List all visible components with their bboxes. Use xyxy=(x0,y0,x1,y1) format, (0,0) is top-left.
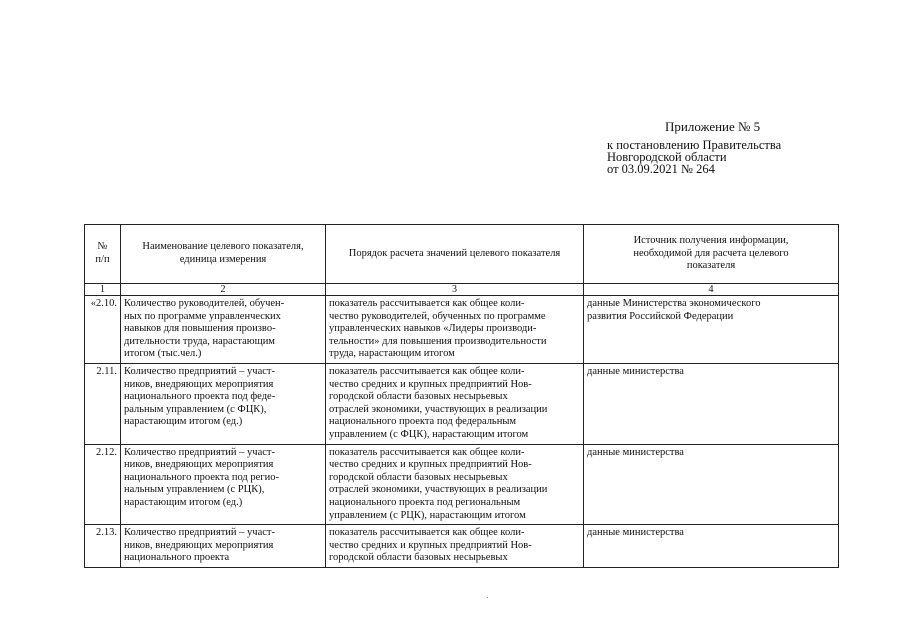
table-row xyxy=(85,296,839,364)
information-source: данные министерства xyxy=(584,525,839,568)
scan-speck xyxy=(487,597,488,598)
calculation-method: показатель рассчитывается как общее коли- чество средних и крупных предприятий Нов- городской области базовых несырьевых отраслей экономики, участвующих в реализации национального проекта под федеральным управлением (с ФЦК), нарастающим итогом xyxy=(326,363,584,444)
indicator-name: Количество предприятий – участ- ников, внедряющих мероприятия национального проекта xyxy=(121,525,326,568)
annex-header xyxy=(607,121,867,175)
header-calculation-method: Порядок расчета значений целевого показателя xyxy=(326,225,584,284)
table-row xyxy=(85,444,839,525)
calculation-method: показатель рассчитывается как общее коли- чество средних и крупных предприятий Нов- городской области базовых несырьевых xyxy=(326,525,584,568)
annex-title: Приложение № 5 xyxy=(665,119,761,134)
annex-line-decree: к постановлению Правительства xyxy=(607,138,782,152)
row-number: 2.11. xyxy=(85,363,121,444)
table-row xyxy=(85,363,839,444)
column-numbers-row xyxy=(85,284,839,296)
indicators-table xyxy=(84,224,839,568)
table-row xyxy=(85,525,839,568)
column-number: 1 xyxy=(85,284,121,296)
calculation-method: показатель рассчитывается как общее коли- чество средних и крупных предприятий Нов- городской области базовых несырьевых отраслей экономики, участвующих в реализации национального проекта под региональным управлением (с РЦК), нарастающим итогом xyxy=(326,444,584,525)
calculation-method: показатель рассчитывается как общее коли- чество руководителей, обученных по программе управленческих навыков «Лидеры производи- тельности» для повышения производительности труда, нарастающим итогом xyxy=(326,296,584,364)
indicator-name: Количество предприятий – участ- ников, внедряющих мероприятия национального проекта под регио- нальным управлением (с РЦК), нарастающим итогом (ед.) xyxy=(121,444,326,525)
information-source: данные Министерства экономического развития Российской Федерации xyxy=(584,296,839,364)
table-header-row xyxy=(85,225,839,284)
column-number: 4 xyxy=(584,284,839,296)
annex-line-date: от 03.09.2021 № 264 xyxy=(607,162,715,176)
row-number: «2.10. xyxy=(85,296,121,364)
information-source: данные министерства xyxy=(584,444,839,525)
row-number: 2.13. xyxy=(85,525,121,568)
row-number: 2.12. xyxy=(85,444,121,525)
column-number: 3 xyxy=(326,284,584,296)
annex-line-region: Новгородской области xyxy=(607,150,727,164)
information-source: данные министерства xyxy=(584,363,839,444)
header-number: № п/п xyxy=(85,225,121,284)
header-indicator-name: Наименование целевого показателя, единица измерения xyxy=(121,225,326,284)
indicator-name: Количество предприятий – участ- ников, внедряющих мероприятия национального проекта под феде- ральным управлением (с ФЦК), нарастающим итогом (ед.) xyxy=(121,363,326,444)
header-information-source: Источник получения информации, необходимой для расчета целевого показателя xyxy=(584,225,839,284)
indicator-name: Количество руководителей, обучен- ных по программе управленческих навыков для повышения произво- дительности труда, нарастающим итогом (тыс.чел.) xyxy=(121,296,326,364)
column-number: 2 xyxy=(121,284,326,296)
